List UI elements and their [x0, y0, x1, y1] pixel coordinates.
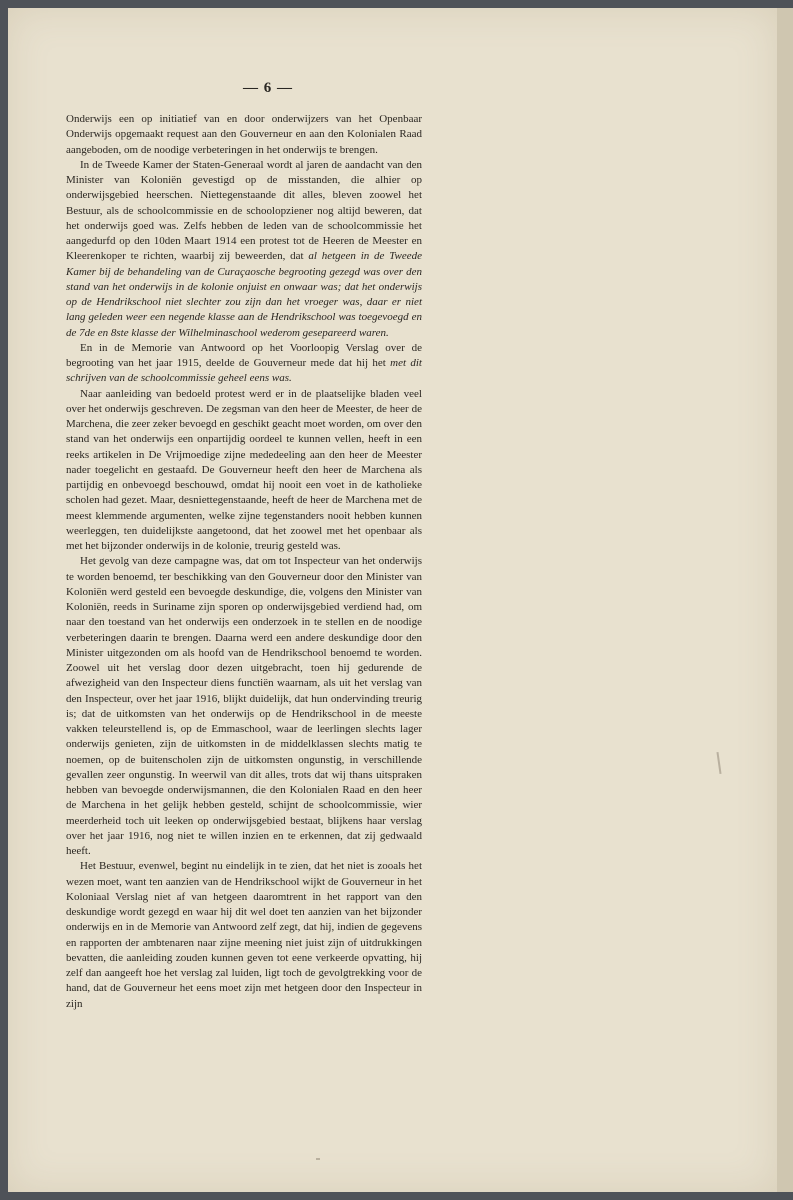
paragraph-3 — [66, 341, 422, 387]
paragraph-6: Het Bestuur, evenwel, begint nu eindelijk in te zien, dat het niet is zooals het wezen moet, want ten aanzien van de Hendrikschool wijkt de Gouverneur in het Koloniaal Verslag niet af van hetgeen daaromtrent in het rapport van den deskundige wordt gezegd en waar hij dit wel doet ten aanzien van het bijzonder onderwijs en in de Memorie van Antwoord zelf zegt, dat hij, indien de gegevens en rapporten der ambtenaren naar zijne meening niet juist zijn of uitdrukkingen bevatten, die aanleiding zouden kunnen geven tot eene verkeerde opvatting, hij zelf dan aangeeft hoe het verslag zal luiden, ligt toch de gevolgtrekking voor de hand, dat de Gouverneur het eens moet zijn met hetgeen door den Inspecteur in zijn — [66, 860, 422, 1010]
paragraph-2-text: In de Tweede Kamer der Staten-Generaal wordt al jaren de aandacht van den Minister van Koloniën gevestigd op de misstanden, die alhier op onderwijsgebied heerschen. Niettegenstaande dit alles, bleven zoowel het Bestuur, als de schoolcommissie en de schoolopziener nog altijd beweren, dat het onderwijs goed was. Zelfs hebben de leden van de schoolcommissie het aangedurfd op den 10den Maart 1914 een protest tot de Heeren de Meester en Kleerenkoper te richten, waarbij zij beweerden, dat — [66, 158, 422, 263]
document-page — [8, 8, 777, 1192]
paragraph-5: Het gevolg van deze campagne was, dat om tot Inspecteur van het onderwijs te worden benoemd, ter beschikking van den Gouverneur door den Minister van Koloniën werd gesteld een bevoegde deskundige, die, volgens den Minister van Koloniën, reeds in Suriname zijn sporen op onderwijsgebied verdiend had, om naar den toestand van het onderwijs een onderzoek in te stellen en de noodige verbeteringen daarin te brengen. Daarna werd een andere deskundige door den Minister uitgezonden om als hoofd van de Hendrikschool benoemd te worden. Zoowel uit het verslag door dezen uitgebracht, toen hij gedurende de afwezigheid van den Inspecteur diens functiën waarnam, als uit het verslag van den Inspecteur, over het jaar 1916, blijkt duidelijk, dat hun ondervinding treurig is; dat de uitkomsten van het onderwijs op de Hendrikschool in de meeste vakken teleurstellend is, op de Emmaschool, waar de leerlingen slechts lager onderwijs genieten, zijn de uitkomsten in de middelklassen slechts matig te noemen, op de buitenscholen zijn de uitkomsten ongunstig, in verschillende gevallen zeer ongunstig. In weerwil van dit alles, trots dat wij thans uitspraken hebben van bevoegde onderwijsmannen, die den Kolonialen Raad en den heer de Marchena in het gelijk hebben gesteld, schijnt de schoolcommissie, wier meerderheid toch uit leeken op onderwijsgebied bestaat, blijkens haar verslag over het jaar 1916, nog niet te willen inzien en te erkennen, dat zij gedwaald heeft. — [66, 555, 422, 857]
paragraph-3-italic: met dit schrijven van de schoolcommissie geheel eens was. — [66, 357, 422, 385]
page-number: — 6 — — [243, 80, 293, 96]
body-text — [66, 112, 422, 1012]
paper-speck — [316, 1158, 320, 1160]
page-edge — [777, 8, 793, 1192]
paragraph-4: Naar aanleiding van bedoeld protest werd er in de plaatselijke bladen veel over het onderwijs geschreven. De zegsman van den heer de Meester, de heer de Marchena, die zeer zeker bevoegd en geschikt geacht moet worden, om over den stand van het onderwijs een onpartijdig oordeel te kunnen vellen, heeft in een reeks artikelen in De Vrijmoedige zijne mededeeling aan den heer de Meester nader toegelicht en gestaafd. De Gouverneur heeft den heer de Marchena als partijdig en onbevoegd beschouwd, omdat hij nooit een voet in de katholieke scholen had gezet. Maar, desniettegenstaande, heeft de heer de Marchena met de meest klemmende argumenten, welke zijne tegenstanders nooit hebben kunnen weerleggen, ten duidelijkste aangetoond, dat het zoowel met het openbaar als met het bijzonder onderwijs in de kolonie, treurig gesteld was. — [66, 387, 422, 552]
paper-mark — [716, 752, 721, 774]
paragraph-3-text: En in de Memorie van Antwoord op het Voorloopig Verslag over de begrooting van het jaar 1915, deelde de Gouverneur mede dat hij het — [66, 341, 422, 369]
paragraph-1: Onderwijs een op initiatief van en door onderwijzers van het Openbaar Onderwijs opgemaakt request aan den Gouverneur en aan den Kolonialen Raad aangeboden, om de noodige verbeteringen in het onderwijs te brengen. — [66, 113, 422, 156]
paragraph-2-italic: al hetgeen in de Tweede Kamer bij de behandeling van de Curaçaosche begrooting gezegd was over den stand van het onderwijs in de kolonie onjuist en onwaar was; dat het onderwijs op de Hendrikschool niet slechter zou zijn dan het vroeger was, daar er niet lang geleden weer een negende klasse aan de Hendrikschool was toegevoegd en de 7de en 8ste klasse der Wilhelminaschool wederom gesepareerd waren. — [66, 250, 423, 339]
paragraph-2 — [66, 158, 422, 341]
